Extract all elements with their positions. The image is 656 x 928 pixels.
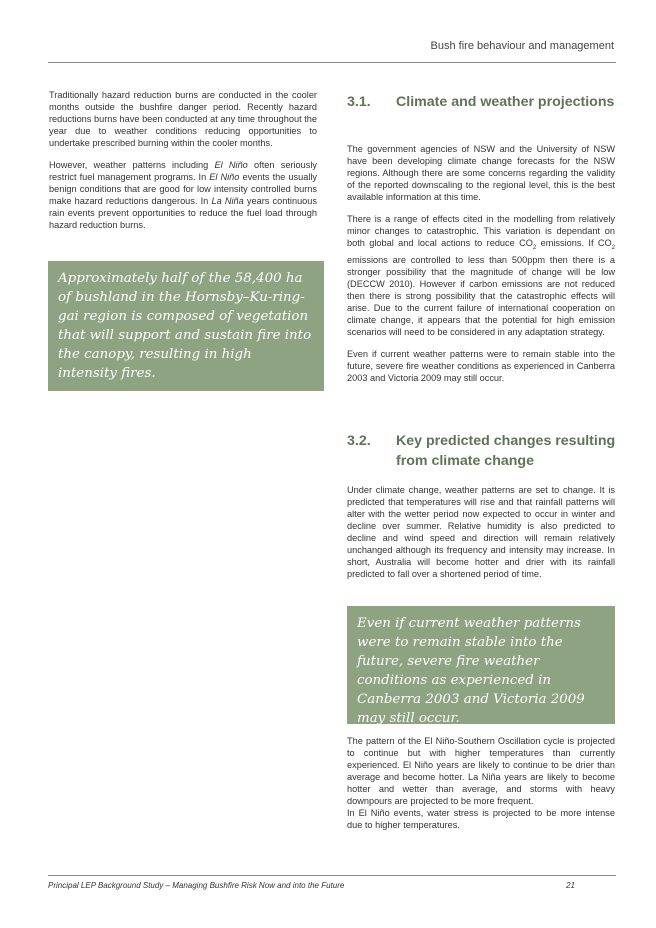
right-column-bottom [347, 735, 615, 841]
right-column-top [347, 143, 615, 394]
s1-paragraph-1: The government agencies of NSW and the University of NSW have been developing climate change forecasts for the NSW regions. Although there are some concerns regarding the validity of the reported downscaling to the regional level, this is the best available information at this time. [347, 144, 615, 202]
page-header [48, 38, 616, 63]
left-paragraph-2: However, weather patterns including El Niño often seriously restrict fuel management programs. In El Niño events the usually benign conditions that are good for low intensity controlled burns make hazard reductions dangerous. In La Niña years continuous rain events prevent opportunities to reduce the fuel load through hazard reduction burns. [49, 160, 317, 230]
page-number: 21 [566, 881, 575, 890]
right-column-middle [347, 484, 615, 590]
section-number: 3.2. [347, 433, 371, 449]
section-title: Key predicted changes resulting from climate change [396, 433, 616, 469]
left-column [49, 89, 317, 241]
s2-paragraph-3: In El Niño events, water stress is projected to be more intense due to higher temperatures. [347, 808, 615, 830]
right-pull-quote: Even if current weather patterns were to remain stable into the future, severe fire weather conditions as experienced in Canberra 2003 and Victoria 2009 may still occur. [347, 606, 615, 724]
s2-paragraph-2: The pattern of the El Niño-Southern Oscillation cycle is projected to continue but with higher temperatures than currently experienced. El Niño years are likely to continue to be drier than average and become hotter. La Niña years are likely to become hotter and wetter than average, and storms with heavy downpours are projected to be more frequent. [347, 736, 615, 806]
page-footer [48, 875, 616, 890]
section-number: 3.1. [347, 94, 371, 110]
section-title: Climate and weather projections [396, 94, 615, 110]
section-3-2-heading [347, 431, 615, 471]
s1-paragraph-2: There is a range of effects cited in the modelling from relatively minor changes to catastrophic. This variation is dependant on both global and local actions to reduce $CO_2$ emissions. If $CO_2$ emissions are controlled to less than 500ppm then there is a stronger possibility that the magnitude of change will be low (DECCW 2010). However if carbon emissions are not reduced then there is strong possibility that the catastrophic effects will arise. Due to the current failure of international cooperation on climate change, it appears that the potential for high emission scenarios will need to be considered in any adaptation strategy. [347, 214, 616, 337]
header-title: Bush fire behaviour and management [430, 40, 614, 52]
left-paragraph-1: Traditionally hazard reduction burns are conducted in the cooler months outside the bushfire danger period. Recently hazard reductions burns have been conducted at any time throughout the year due to weather conditions reducing opportunities to undertake prescribed burning within the cooler months. [49, 90, 317, 148]
section-3-1-heading [347, 92, 615, 132]
footer-title: Principal LEP Background Study – Managing Bushfire Risk Now and into the Future [48, 881, 345, 890]
s1-paragraph-3: Even if current weather patterns were to remain stable into the future, severe fire weather conditions as experienced in Canberra 2003 and Victoria 2009 may still occur. [347, 348, 615, 383]
left-pull-quote: Approximately half of the 58,400 ha of bushland in the Hornsby–Ku-ring-gai region is composed of vegetation that will support and sustain fire into the canopy, resulting in high intensity fires. [48, 261, 324, 391]
s2-paragraph-1: Under climate change, weather patterns are set to change. It is predicted that temperatures will rise and that rainfall patterns will alter with the wetter period now expected to occur in winter and decline over summer. Relative humidity is also predicted to decline and wind speed and direction will remain relatively unchanged although its frequency and intensity may increase. In short, Australia will become hotter and drier with its rainfall predicted to fall over a shortened period of time. [347, 485, 615, 579]
